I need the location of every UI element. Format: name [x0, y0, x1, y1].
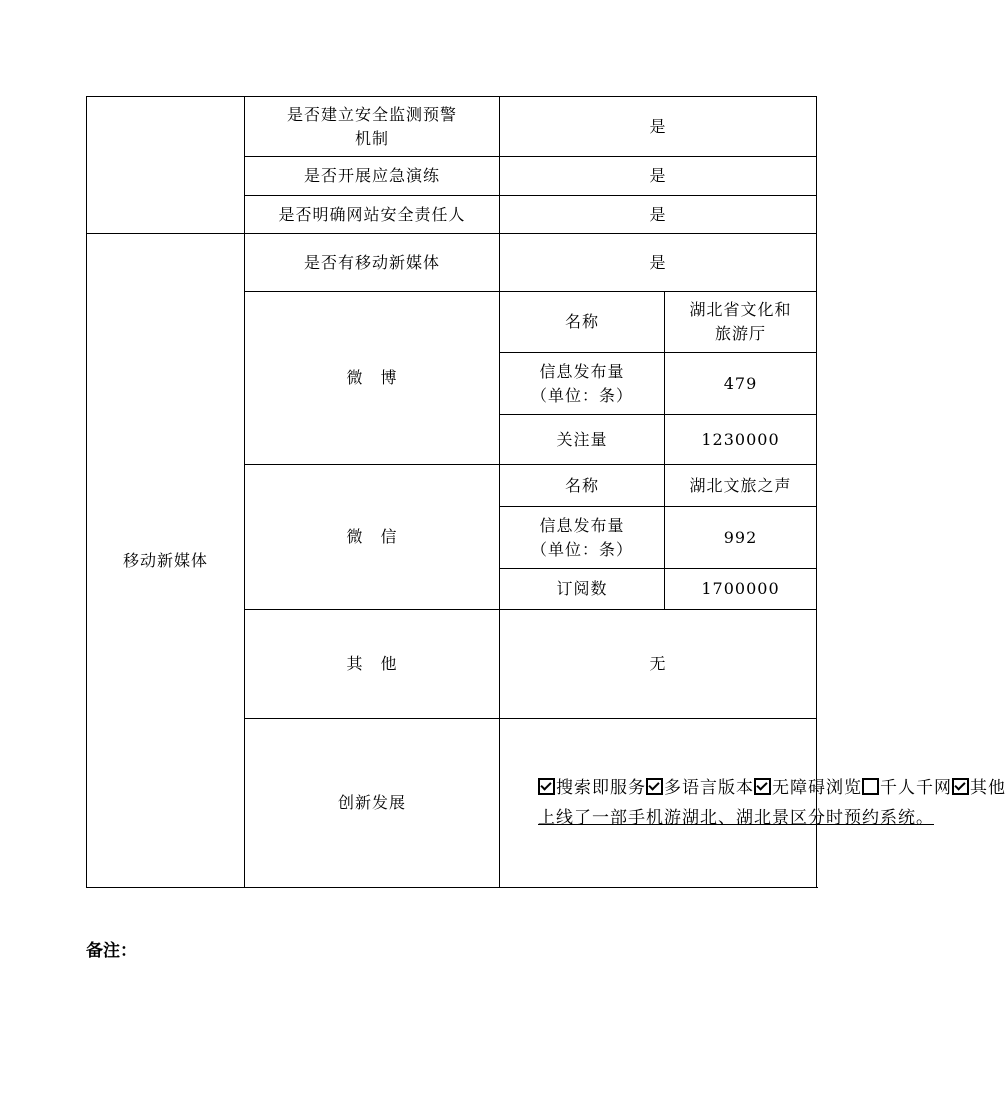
weibo-followers-label: 关注量 [500, 415, 665, 465]
other-media-label: 其 他 [245, 610, 500, 719]
innovation-options [538, 773, 1006, 803]
wechat-name-value: 湖北文旅之声 [665, 465, 817, 507]
innovation-other-text: 上线了一部手机游湖北、湖北景区分时预约系统。 [538, 808, 934, 828]
monitoring-value: 是 [500, 97, 817, 157]
has-media-label: 是否有移动新媒体 [245, 234, 500, 292]
has-media-value: 是 [500, 234, 817, 292]
checkbox-multilingual[interactable] [646, 778, 663, 795]
option-label: 搜索即服务 [556, 778, 646, 798]
wechat-label: 微 信 [245, 465, 500, 610]
wechat-subscribers-value: 1700000 [665, 569, 817, 610]
media-section-label: 移动新媒体 [87, 234, 245, 888]
checkbox-search-service[interactable] [538, 778, 555, 795]
wechat-subscribers-label: 订阅数 [500, 569, 665, 610]
drill-label: 是否开展应急演练 [245, 157, 500, 196]
wechat-posts-label: 信息发布量 （单位：条） [500, 507, 665, 569]
report-table [86, 96, 1006, 888]
weibo-name-value: 湖北省文化和 旅游厅 [665, 292, 817, 353]
weibo-posts-value: 479 [665, 353, 817, 415]
option-label: 千人千网 [880, 778, 952, 798]
checkbox-accessibility[interactable] [754, 778, 771, 795]
wechat-name-label: 名称 [500, 465, 665, 507]
weibo-followers-value: 1230000 [665, 415, 817, 465]
weibo-posts-label: 信息发布量 （单位：条） [500, 353, 665, 415]
weibo-name-label: 名称 [500, 292, 665, 353]
option-label: 多语言版本 [664, 778, 754, 798]
responsible-value: 是 [500, 196, 817, 234]
responsible-label: 是否明确网站安全责任人 [245, 196, 500, 234]
other-media-value: 无 [500, 610, 817, 719]
wechat-posts-value: 992 [665, 507, 817, 569]
innovation-content [500, 719, 1006, 888]
security-section-cell [87, 97, 245, 234]
note-label: 备注： [86, 941, 137, 961]
option-label: 无障碍浏览 [772, 778, 862, 798]
checkbox-personalized[interactable] [862, 778, 879, 795]
option-label: 其他 [970, 778, 1006, 798]
monitoring-label: 是否建立安全监测预警 机制 [245, 97, 500, 157]
innovation-section-label: 创新发展 [245, 719, 500, 888]
weibo-label: 微 博 [245, 292, 500, 465]
drill-value: 是 [500, 157, 817, 196]
checkbox-other[interactable] [952, 778, 969, 795]
